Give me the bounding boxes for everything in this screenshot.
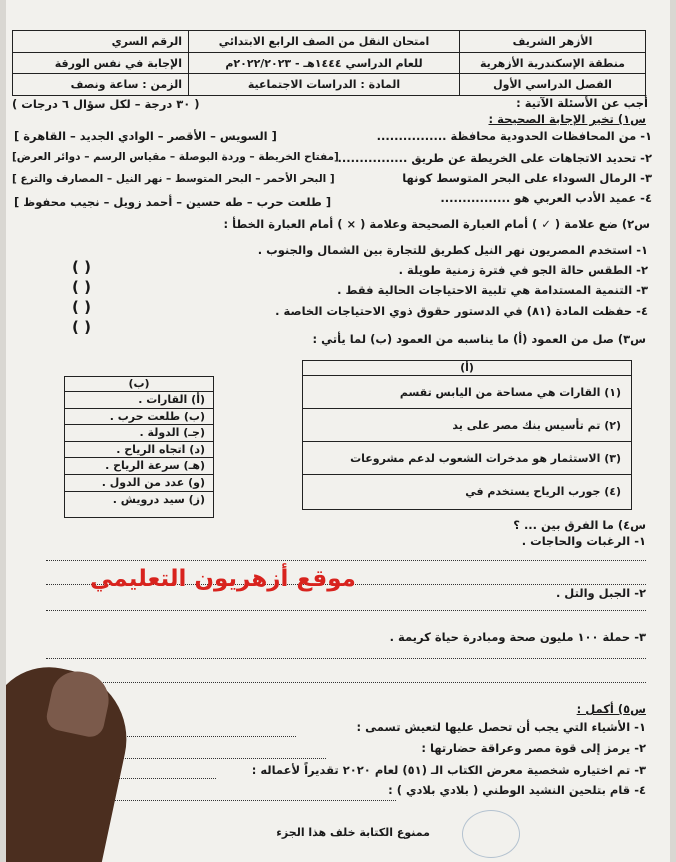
exam-paper <box>6 0 670 862</box>
answer-line[interactable] <box>46 610 646 611</box>
q4-title: س٤) ما الفرق بين ... ؟ <box>513 518 646 532</box>
q3-b-row: (د) اتجاه الرياح . <box>65 442 213 459</box>
q2-answer-paren-1[interactable]: ( ) <box>72 258 91 276</box>
answer-line[interactable] <box>96 758 326 759</box>
q1-options-4: [ طلعت حرب – طه حسين – أحمد زويل – نجيب محفوظ ] <box>14 195 332 209</box>
q5-item-4: ٤- قام بتلحين النشيد الوطني ( بلادي بلادي ) : <box>388 783 646 797</box>
q3-b-row: (ب) طلعت حرب . <box>65 409 213 426</box>
header-region: منطقة الإسكندرية الأزهرية <box>460 53 645 75</box>
q1-title: س١) تخير الإجابة الصحيحة : <box>488 112 646 126</box>
q3-a-row: (١) القارات هي مساحة من اليابس تقسم <box>303 376 631 409</box>
q1-item-4: ٤- عميد الأدب العربي هو ................ <box>440 191 652 205</box>
q5-item-3: ٣- تم اختياره شخصية معرض الكتاب الـ (٥١) لعام ٢٠٢٠ تقديراً لأعماله : <box>251 763 646 777</box>
q3-b-row: (أ) القارات . <box>65 392 213 409</box>
q2-item-1: ١- استخدم المصريون نهر النيل كطريق للتجارة بين الشمال والجنوب . <box>257 243 648 257</box>
q2-item-4: ٤- حفظت المادة (٨١) في الدستور حقوق ذوي الاحتياجات الخاصة . <box>275 304 648 318</box>
q5-item-1: ١- الأشياء التي يجب أن تحصل عليها لتعيش تسمى : <box>356 720 646 734</box>
q3-b-row: (ز) سيد درويش . <box>112 492 205 506</box>
q2-item-3: ٣- التنمية المستدامة هي تلبية الاحتياجات الحالية فقط . <box>337 283 648 297</box>
q3-b-row: (جـ) الدولة . <box>65 425 213 442</box>
total-marks: ( ٣٠ درجة – لكل سؤال ٦ درجات ) <box>12 97 200 111</box>
q5-item-2: ٢- يرمز إلى قوة مصر وعراقة حضارتها : <box>421 741 646 755</box>
q4-item-3: ٣- حملة ١٠٠ مليون صحة ومبادرة حياة كريمة . <box>389 630 646 644</box>
q3-column-a-header: (أ) <box>303 361 631 376</box>
header-answer-note: الإجابة في نفس الورقة <box>13 53 188 75</box>
q3-a-row: (٣) الاستثمار هو مدخرات الشعوب لدعم مشروعات <box>303 442 631 475</box>
footer-note: ممنوع الكتابة خلف هذا الجزء <box>276 826 430 839</box>
q1-item-2: ٢- تحديد الاتجاهات على الخريطة عن طريق ................ <box>337 151 652 165</box>
q4-item-1: ١- الرغبات والحاجات . <box>521 534 646 548</box>
header-subject: المادة : الدراسات الاجتماعية <box>247 78 401 92</box>
q2-answer-paren-4[interactable]: ( ) <box>72 318 91 336</box>
exam-header <box>12 30 646 96</box>
q1-item-3: ٣- الرمال السوداء على البحر المتوسط كونها <box>402 171 652 185</box>
q3-b-row: (و) عدد من الدول . <box>65 475 213 492</box>
header-year: للعام الدراسي ١٤٤٤هـ - ٢٠٢٢/٢٠٢٣م <box>189 53 459 75</box>
q4-item-2: ٢- الجبل والتل . <box>555 586 646 600</box>
q3-b-row: (هـ) سرعة الرياح . <box>65 458 213 475</box>
header-right-column <box>459 31 645 95</box>
q2-answer-paren-2[interactable]: ( ) <box>72 278 91 296</box>
q3-column-a <box>302 360 632 510</box>
header-secret-number: الرقم السري <box>13 31 188 53</box>
answer-instruction: أجب عن الأسئلة الآتية : <box>516 96 648 110</box>
header-time: الزمن : ساعة ونصف <box>70 78 182 92</box>
header-institution: الأزهر الشريف <box>460 31 645 53</box>
answer-line[interactable] <box>46 560 646 561</box>
q2-answer-paren-3[interactable]: ( ) <box>72 298 91 316</box>
site-watermark: موقع أزهريون التعليمي <box>90 566 356 592</box>
answer-line[interactable] <box>66 800 396 801</box>
answer-line[interactable] <box>46 682 646 683</box>
q2-item-2: ٢- الطقس حالة الجو في فترة زمنية طويلة . <box>398 263 648 277</box>
header-middle-column <box>188 31 459 95</box>
q3-column-b <box>64 376 214 518</box>
q1-options-3: [ البحر الأحمر – البحر المتوسط – نهر النيل – المصارف والترع ] <box>12 173 335 185</box>
q5-title: س٥) أكمل : <box>576 702 646 716</box>
q1-options-2: [مفتاح الخريطة – وردة البوصلة – مقياس الرسم – دوائر العرض] <box>12 151 339 163</box>
faded-stamp <box>462 810 520 858</box>
q3-a-row: (٤) جورب الرياح يستخدم في <box>465 484 621 498</box>
q2-title: س٢) ضع علامة ( ✓ ) أمام العبارة الصحيحة وعلامة ( × ) أمام العبارة الخطأ : <box>223 217 650 231</box>
answer-line[interactable] <box>46 658 646 659</box>
q3-column-b-header: (ب) <box>65 377 213 392</box>
q1-options-1: [ السويس – الأقصر – الوادي الجديد – القاهرة ] <box>14 129 277 143</box>
q1-item-1: ١- من المحافظات الحدودية محافظة ................ <box>376 129 652 143</box>
header-exam-title: امتحان النقل من الصف الرابع الابتدائي <box>189 31 459 53</box>
q3-a-row: (٢) تم تأسيس بنك مصر على يد <box>303 409 631 442</box>
header-term: الفصل الدراسي الأول <box>493 78 612 92</box>
header-left-column <box>13 31 188 95</box>
q3-title: س٣) صل من العمود (أ) ما يناسبه من العمود (ب) لما يأتي : <box>312 332 646 346</box>
